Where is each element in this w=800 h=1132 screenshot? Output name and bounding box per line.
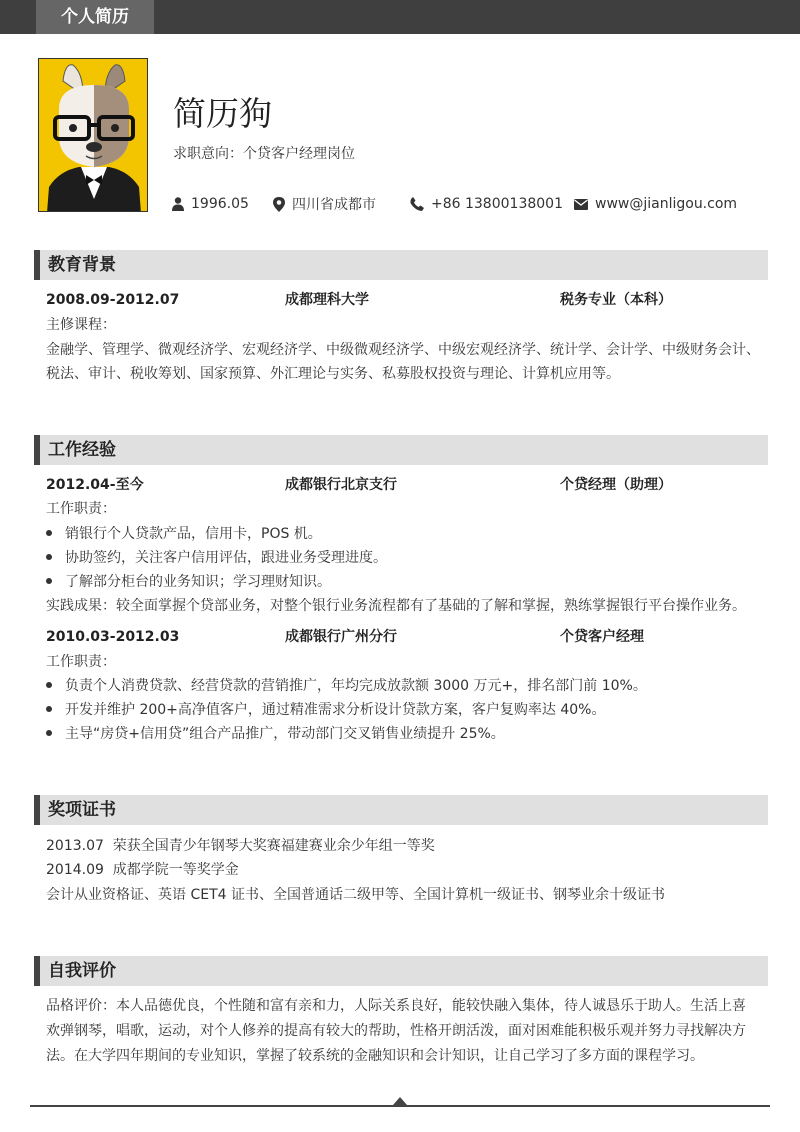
birth-date: 1996.05: [191, 196, 249, 212]
education-period: 2008.09-2012.07: [46, 292, 180, 308]
location-info: [273, 194, 376, 214]
duties-label: 工作职责：: [46, 501, 116, 517]
work-section-title: 工作经验: [48, 440, 116, 460]
courses-line: 税法、审计、税收筹划、国家预算、外汇理论与实务、私募股权投资与理论、计算机应用等。: [46, 366, 620, 382]
bullet-dot: [46, 578, 52, 584]
self-eval-line: 欢弹钢琴，唱歌，运动，对个人修养的提高有较大的帮助，性格开朗活泼，面对困难能积极乐观并努力寻找解决方: [46, 1023, 746, 1039]
job-company: 成都银行北京支行: [285, 477, 397, 493]
duty-item: 开发并维护 200+高净值客户，通过精准需求分析设计贷款方案，客户复购率达 40%。: [46, 700, 605, 720]
education-major: 税务专业（本科）: [560, 292, 672, 308]
bullet-dot: [46, 706, 52, 712]
duty-item: 协助签约，关注客户信用评估，跟进业务受理进度。: [46, 548, 387, 568]
duty-item: 了解部分柜台的业务知识；学习理财知识。: [46, 572, 331, 592]
duties-label: 工作职责：: [46, 654, 116, 670]
phone-info: [410, 194, 563, 214]
job-period: 2012.04-至今: [46, 477, 144, 493]
job-position: 个贷客户经理: [560, 629, 644, 645]
duty-item: 主导“房贷+信用贷”组合产品推广，带动部门交叉销售业绩提升 25%。: [46, 724, 505, 744]
birth-info: [172, 194, 249, 214]
bullet-dot: [46, 730, 52, 736]
profile-photo: [38, 58, 148, 212]
award-item: 2014.09 成都学院一等奖学金: [46, 862, 239, 878]
duty-item: 销银行个人贷款产品，信用卡，POS 机。: [46, 524, 322, 544]
person-icon: [172, 197, 184, 211]
job-company: 成都银行广州分行: [285, 629, 397, 645]
map-pin-icon: [273, 197, 285, 212]
education-section-title: 教育背景: [48, 255, 116, 275]
section-accent-bar: [34, 250, 40, 280]
section-accent-bar: [34, 435, 40, 465]
award-item: 2013.07 荣获全国青少年钢琴大奖赛福建赛业余少年组一等奖: [46, 838, 435, 854]
email-info: [574, 194, 737, 214]
education-school: 成都理科大学: [285, 292, 369, 308]
applicant-name: 简历狗: [173, 94, 272, 133]
phone-number: +86 13800138001: [431, 196, 563, 212]
phone-icon: [410, 197, 424, 211]
work-section-header: [34, 435, 768, 465]
awards-section-title: 奖项证书: [48, 800, 116, 820]
bullet-dot: [46, 554, 52, 560]
section-accent-bar: [34, 956, 40, 986]
bullet-dot: [46, 682, 52, 688]
job-objective: 求职意向：个贷客户经理岗位: [173, 146, 355, 162]
section-accent-bar: [34, 795, 40, 825]
courses-line: 金融学、管理学、微观经济学、宏观经济学、中级微观经济学、中级宏观经济学、统计学、会计学、中级财务会计、: [46, 342, 760, 358]
self-eval-section-title: 自我评价: [48, 961, 116, 981]
self-eval-line: 法。在大学四年期间的专业知识，掌握了较系统的金融知识和会计知识，让自己学习了多方面的课程学习。: [46, 1048, 704, 1064]
bottom-triangle-marker: [393, 1097, 407, 1105]
education-section-header: [34, 250, 768, 280]
email-address: www@jianligou.com: [595, 196, 738, 212]
bullet-dot: [46, 530, 52, 536]
bottom-divider: [30, 1105, 770, 1107]
resume-title-tab: 个人简历: [36, 0, 154, 34]
job-period: 2010.03-2012.03: [46, 629, 180, 645]
location: 四川省成都市: [292, 197, 376, 213]
top-bar: [0, 0, 800, 34]
job-result: 实践成果：较全面掌握个贷部业务，对整个银行业务流程都有了基础的了解和掌握，熟练掌握银行平台操作业务。: [46, 598, 746, 614]
self-eval-section-header: [34, 956, 768, 986]
duty-item: 负责个人消费贷款、经营贷款的营销推广，年均完成放款额 3000 万元+，排名部门前 10%。: [46, 676, 647, 696]
certificate-list: 会计从业资格证、英语 CET4 证书、全国普通话二级甲等、全国计算机一级证书、钢琴业余十级证书: [46, 887, 665, 903]
envelope-icon: [574, 199, 588, 210]
courses-label: 主修课程：: [46, 317, 116, 333]
job-position: 个贷经理（助理）: [560, 477, 672, 493]
self-eval-line: 品格评价：本人品德优良，个性随和富有亲和力，人际关系良好，能较快融入集体，待人诚恳乐于助人。生活上喜: [46, 998, 746, 1014]
awards-section-header: [34, 795, 768, 825]
